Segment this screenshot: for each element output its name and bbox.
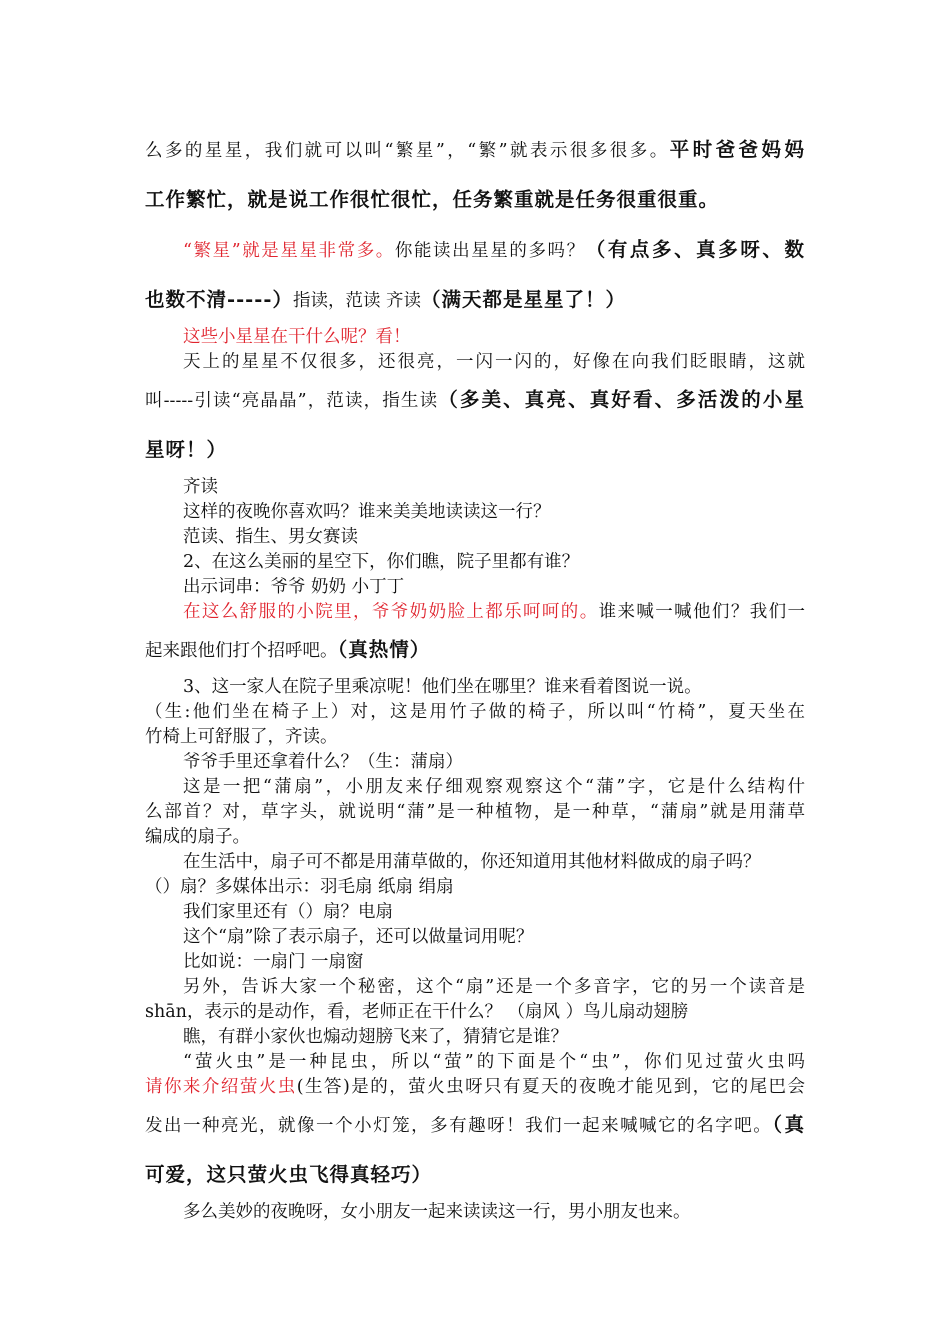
text-line bbox=[145, 725, 338, 749]
bold-remark: 平时爸爸妈妈 bbox=[669, 138, 805, 161]
body-text: shān，表示的是动作，看，老师正在干什么？ （扇风 ）鸟儿扇动翅膀 bbox=[145, 1002, 689, 1022]
bold-remark: （满天都是星星了！） bbox=[421, 288, 627, 311]
body-text: 在生活中，扇子可不都是用蒲草做的，你还知道用其他材料做成的扇子吗？ bbox=[183, 852, 761, 872]
body-text: 多么美妙的夜晚呀，女小朋友一起来读读这一行，男小朋友也来。 bbox=[183, 1202, 691, 1222]
text-line bbox=[183, 925, 533, 949]
highlight-text: 请你来介绍萤火虫 bbox=[145, 1077, 297, 1097]
body-text: 编成的扇子。 bbox=[145, 827, 250, 847]
text-line bbox=[145, 638, 430, 663]
body-text: 叫-----引读“亮晶晶”，范读，指生读 bbox=[145, 391, 439, 411]
highlight-text: “繁星”就是星星非常多。 bbox=[183, 241, 395, 261]
body-text: 2、在这么美丽的星空下，你们瞧，院子里都有谁？ bbox=[183, 552, 580, 572]
text-line bbox=[183, 525, 358, 549]
text-line bbox=[183, 775, 805, 799]
body-text: 么部首？对，草字头，就说明“蒲”是一种植物，是一种草，“蒲扇”就是用蒲草 bbox=[145, 802, 805, 822]
text-line bbox=[145, 188, 719, 213]
body-text: “萤火虫”是一种昆虫，所以“萤”的下面是个“虫”，你们见过萤火虫吗 bbox=[183, 1052, 805, 1072]
text-line bbox=[183, 475, 218, 499]
text-line bbox=[145, 875, 454, 899]
bold-remark: （真热情） bbox=[337, 638, 431, 661]
text-line bbox=[183, 600, 805, 624]
text-line bbox=[183, 950, 364, 974]
body-text: 发出一种亮光，就像一个小灯笼，多有趣呀！我们一起来喊喊它的名字吧。 bbox=[145, 1116, 773, 1136]
text-line bbox=[145, 825, 250, 849]
body-text: 指读，范读 齐读 bbox=[292, 291, 422, 311]
bold-remark: （多美、真亮、真好看、多活泼的小星 bbox=[438, 388, 805, 411]
text-line bbox=[183, 1200, 691, 1224]
text-line bbox=[183, 550, 579, 574]
body-text: 爷爷手里还拿着什么？（生：蒲扇） bbox=[183, 752, 463, 772]
body-text: 竹椅上可舒服了，齐读。 bbox=[145, 727, 338, 747]
body-text: 谁来喊一喊他们？我们一 bbox=[598, 602, 805, 622]
body-text: 我们家里还有（）扇？电扇 bbox=[183, 902, 393, 922]
body-text: 天上的星星不仅很多，还很亮，一闪一闪的，好像在向我们眨眼睛，这就 bbox=[183, 352, 805, 372]
body-text: 3、这一家人在院子里乘凉呢！他们坐在哪里？谁来看着图说一说。 bbox=[183, 677, 702, 697]
text-line bbox=[145, 438, 227, 463]
text-line bbox=[183, 575, 404, 599]
text-line bbox=[183, 238, 805, 263]
text-line bbox=[145, 1163, 432, 1188]
body-text: 这个“扇”除了表示扇子，还可以做量词用呢？ bbox=[183, 927, 534, 947]
body-text: 瞧，有群小家伙也煽动翅膀飞来了，猜猜它是谁？ bbox=[183, 1027, 568, 1047]
body-text: 么多的星星，我们就可以叫“繁星”，“繁”就表示很多很多。 bbox=[145, 141, 670, 161]
text-line bbox=[145, 800, 805, 824]
bold-remark: 星呀！） bbox=[145, 438, 228, 461]
bold-remark: 工作繁忙，就是说工作很忙很忙，任务繁重就是任务很重很重。 bbox=[145, 188, 720, 211]
text-line bbox=[183, 750, 463, 774]
highlight-text: 在这么舒服的小院里，爷爷奶奶脸上都乐呵呵的。 bbox=[183, 602, 599, 622]
body-text: 出示词串：爷爷 奶奶 小丁丁 bbox=[183, 577, 405, 597]
text-line bbox=[183, 1025, 568, 1049]
body-text: 这样的夜晚你喜欢吗？谁来美美地读读这一行？ bbox=[183, 502, 551, 522]
text-line bbox=[183, 850, 761, 874]
text-line bbox=[145, 138, 805, 163]
text-line bbox=[183, 675, 702, 699]
text-line bbox=[145, 1000, 688, 1024]
body-text: 起来跟他们打个招呼吧。 bbox=[145, 641, 338, 661]
body-text: 比如说：一扇门 一扇窗 bbox=[183, 952, 364, 972]
body-text: 这是一把“蒲扇”，小朋友来仔细观察观察这个“蒲”字，它是什么结构什 bbox=[183, 777, 805, 797]
body-text: 另外，告诉大家一个秘密，这个“扇”还是一个多音字，它的另一个读音是 bbox=[183, 977, 805, 997]
bold-remark: （真 bbox=[772, 1113, 805, 1136]
highlight-text: 这些小星星在干什么呢？看！ bbox=[183, 327, 411, 347]
text-line bbox=[145, 1075, 805, 1099]
text-line bbox=[183, 325, 411, 349]
text-line bbox=[145, 1113, 805, 1138]
body-text: （）扇？多媒体出示：羽毛扇 纸扇 绢扇 bbox=[145, 877, 454, 897]
body-text: 范读、指生、男女赛读 bbox=[183, 527, 358, 547]
text-line bbox=[183, 350, 805, 374]
text-line bbox=[183, 900, 393, 924]
body-text: (生答)是的，萤火虫呀只有夏天的夜晚才能见到，它的尾巴会 bbox=[296, 1077, 806, 1097]
text-line bbox=[145, 700, 805, 724]
body-text: （生:他们坐在椅子上）对，这是用竹子做的椅子，所以叫“竹椅”，夏天坐在 bbox=[145, 702, 805, 722]
text-line bbox=[145, 388, 805, 413]
text-line bbox=[183, 1050, 805, 1074]
text-line bbox=[145, 288, 626, 313]
text-line bbox=[183, 500, 551, 524]
bold-remark: 也数不清-----） bbox=[145, 288, 293, 311]
body-text: 齐读 bbox=[183, 477, 218, 497]
body-text: 你能读出星星的多吗？ bbox=[394, 241, 586, 261]
bold-remark: 可爱，这只萤火虫飞得真轻巧） bbox=[145, 1163, 433, 1186]
bold-remark: （有点多、真多呀、数 bbox=[585, 238, 805, 261]
text-line bbox=[183, 975, 805, 999]
